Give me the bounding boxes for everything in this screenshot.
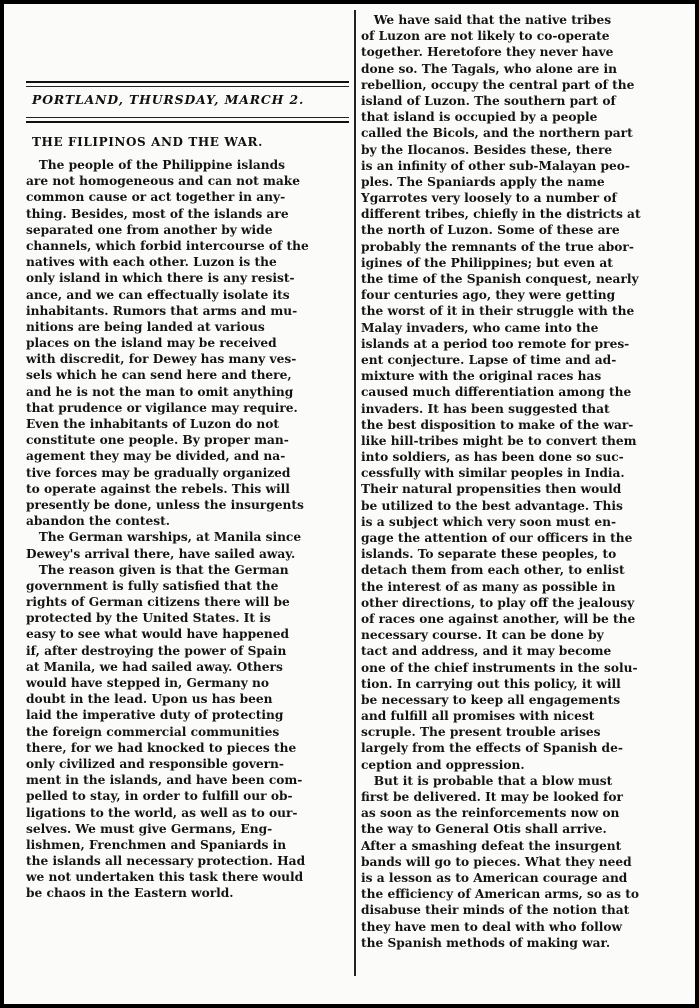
text-line: at Manila, we had sailed away. Others [26, 659, 283, 674]
text-line: by the Ilocanos. Besides these, there [361, 142, 613, 157]
text-line: After a smashing defeat the insurgent [361, 838, 622, 853]
text-line: different tribes, chiefly in the districts at [361, 207, 641, 222]
text-line: ples. The Spaniards apply the name [361, 174, 605, 189]
text-line: rebellion, occupy the central part of the [361, 77, 635, 92]
text-line: detach them from each other, to enlist [361, 563, 625, 578]
text-line: largely from the effects of Spanish de- [361, 741, 623, 756]
text-line: are not homogeneous and can not make [26, 174, 300, 189]
text-line: protected by the United States. It is [26, 611, 271, 626]
text-line: the foreign commercial communities [26, 724, 280, 739]
text-line: The people of the Philippine islands [26, 158, 286, 172]
text-line: places on the island may be received [26, 336, 277, 351]
text-line: would have stepped in, Germany no [26, 676, 270, 690]
text-line: called the Bicols, and the northern part [361, 126, 633, 141]
left-column-text [26, 157, 349, 902]
text-line: gage the attention of our officers in the [361, 531, 633, 545]
text-line: igines of the Philippines; but even at [361, 255, 613, 270]
text-line: Malay invaders, who came into the [361, 320, 599, 335]
text-line: be chaos in the Eastern world. [26, 886, 234, 901]
text-line: Even the inhabitants of Luzon do not [26, 417, 279, 431]
text-line: separated one from another by wide [26, 222, 273, 237]
text-line: common cause or act together in any- [26, 190, 286, 205]
text-line: tact and address, and it may become [361, 644, 612, 659]
text-line: that prudence or vigilance may require. [26, 400, 298, 415]
text-line: ception and oppression. [361, 757, 525, 772]
text-line: caused much differentiation among the [361, 385, 632, 400]
text-line: doubt in the lead. Upon us has been [26, 692, 273, 707]
text-line: that island is occupied by a people [361, 110, 598, 125]
text-line: is a subject which very soon must en- [361, 514, 617, 529]
text-line: agement they may be divided, and na- [26, 449, 286, 464]
text-line: scruple. The present trouble arises [361, 725, 601, 740]
text-line: islands at a period too remote for pres- [361, 336, 630, 351]
text-line: the interest of as many as possible in [361, 579, 616, 594]
text-line: laid the imperative duty of protecting [26, 708, 284, 723]
text-line: if, after destroying the power of Spain [26, 643, 287, 658]
text-line: pelled to stay, in order to fulfill our ob- [26, 789, 293, 804]
text-line: constitute one people. By proper man- [26, 433, 289, 448]
text-line: is an infinity of other sub-Malayan peo- [361, 158, 630, 173]
text-line: we not undertaken this task there would [26, 870, 304, 885]
text-line: bands will go to pieces. What they need [361, 854, 632, 869]
text-line: Their natural propensities then would [361, 482, 622, 497]
text-line: tive forces may be gradually organized [26, 465, 291, 480]
text-line: with discredit, for Dewey has many ves- [26, 352, 297, 367]
text-line: there, for we had knocked to pieces the [26, 740, 297, 755]
text-line: invaders. It has been suggested that [361, 401, 610, 416]
text-line: done so. The Tagals, who alone are in [361, 61, 617, 76]
text-line: We have said that the native tribes [361, 13, 612, 27]
text-line: the efficiency of American arms, so as to [361, 887, 640, 902]
text-line: channels, which forbid intercourse of the [26, 238, 309, 253]
text-line: abandon the contest. [26, 514, 170, 529]
text-line: as soon as the reinforcements now on [361, 806, 620, 821]
text-line: the islands all necessary protection. Had [26, 854, 306, 869]
dateline: PORTLAND, THURSDAY, MARCH 2. [32, 92, 305, 107]
text-line: rights of German citizens there will be [26, 595, 290, 610]
text-line: sels which he can send here and there, [26, 368, 292, 383]
text-line: natives with each other. Luzon is the [26, 255, 277, 270]
text-line: necessary course. It can be done by [361, 628, 604, 643]
text-line: first be delivered. It may be looked for [361, 790, 623, 804]
text-line: disabuse their minds of the notion that [361, 903, 630, 918]
text-line: easy to see what would have happened [26, 627, 289, 642]
text-line: The reason given is that the German [26, 562, 289, 577]
text-line: presently be done, unless the insurgents [26, 497, 304, 512]
text-line: inhabitants. Rumors that arms and mu- [26, 303, 298, 318]
text-line: ent conjecture. Lapse of time and ad- [361, 352, 617, 367]
text-line: the time of the Spanish conquest, nearly [361, 272, 639, 286]
text-line: thing. Besides, most of the islands are [26, 206, 289, 221]
text-line: they have men to deal with who follow [361, 919, 623, 934]
text-line: selves. We must give Germans, Eng- [26, 821, 273, 836]
left-column [26, 4, 349, 1004]
text-line: the way to General Otis shall arrive. [361, 822, 607, 837]
text-line: and fulfill all promises with nicest [361, 709, 595, 724]
text-line: islands. To separate these peoples, to [361, 547, 617, 562]
text-line: Dewey's arrival there, have sailed away. [26, 546, 296, 561]
text-line: nitions are being landed at various [26, 319, 265, 334]
text-line: But it is probable that a blow must [361, 773, 613, 788]
text-line: be utilized to the best advantage. This [361, 498, 623, 513]
text-line: one of the chief instruments in the solu- [361, 660, 638, 675]
text-line: four centuries ago, they were getting [361, 288, 616, 303]
text-line: is a lesson as to American courage and [361, 870, 628, 885]
text-line: island of Luzon. The southern part of [361, 93, 616, 108]
text-line: government is fully satisfied that the [26, 578, 279, 593]
text-line: together. Heretofore they never have [361, 45, 614, 60]
text-line: tion. In carrying out this policy, it will [361, 676, 621, 691]
text-line: the Spanish methods of making war. [361, 935, 611, 950]
text-line: probably the remnants of the true abor- [361, 239, 634, 254]
text-line: of Luzon are not likely to co-operate [361, 29, 610, 44]
text-line: the best disposition to make of the war- [361, 417, 634, 432]
text-line: to operate against the rebels. This will [26, 481, 290, 496]
right-column-text [361, 12, 687, 951]
text-line: of races one against another, will be the [361, 611, 636, 626]
text-line: cessfully with similar peoples in India. [361, 466, 625, 481]
text-line: other directions, to play off the jealousy [361, 595, 635, 610]
text-line: only civilized and responsible govern- [26, 756, 284, 771]
text-line: be necessary to keep all engagements [361, 692, 621, 707]
text-line: and he is not the man to omit anything [26, 384, 294, 399]
text-line: mixture with the original races has [361, 369, 602, 384]
text-line: ligations to the world, as well as to our- [26, 805, 298, 820]
masthead-rule-top [26, 81, 349, 87]
column-divider [354, 10, 356, 976]
text-line: lishmen, Frenchmen and Spaniards in [26, 837, 287, 852]
text-line: ance, and we can effectually isolate its [26, 287, 290, 302]
text-line: ment in the islands, and have been com- [26, 773, 303, 788]
text-line: the worst of it in their struggle with the [361, 304, 635, 319]
article-headline: THE FILIPINOS AND THE WAR. [32, 135, 263, 149]
masthead-rule-bottom [26, 117, 349, 123]
text-line: like hill-tribes might be to convert them [361, 433, 637, 448]
text-line: into soldiers, as has been done so suc- [361, 450, 624, 465]
text-line: The German warships, at Manila since [26, 530, 302, 545]
text-line: the north of Luzon. Some of these are [361, 223, 620, 238]
text-line: only island in which there is any resist- [26, 271, 295, 286]
text-line: Ygarrotes very loosely to a number of [361, 191, 617, 206]
right-column [361, 4, 687, 1004]
